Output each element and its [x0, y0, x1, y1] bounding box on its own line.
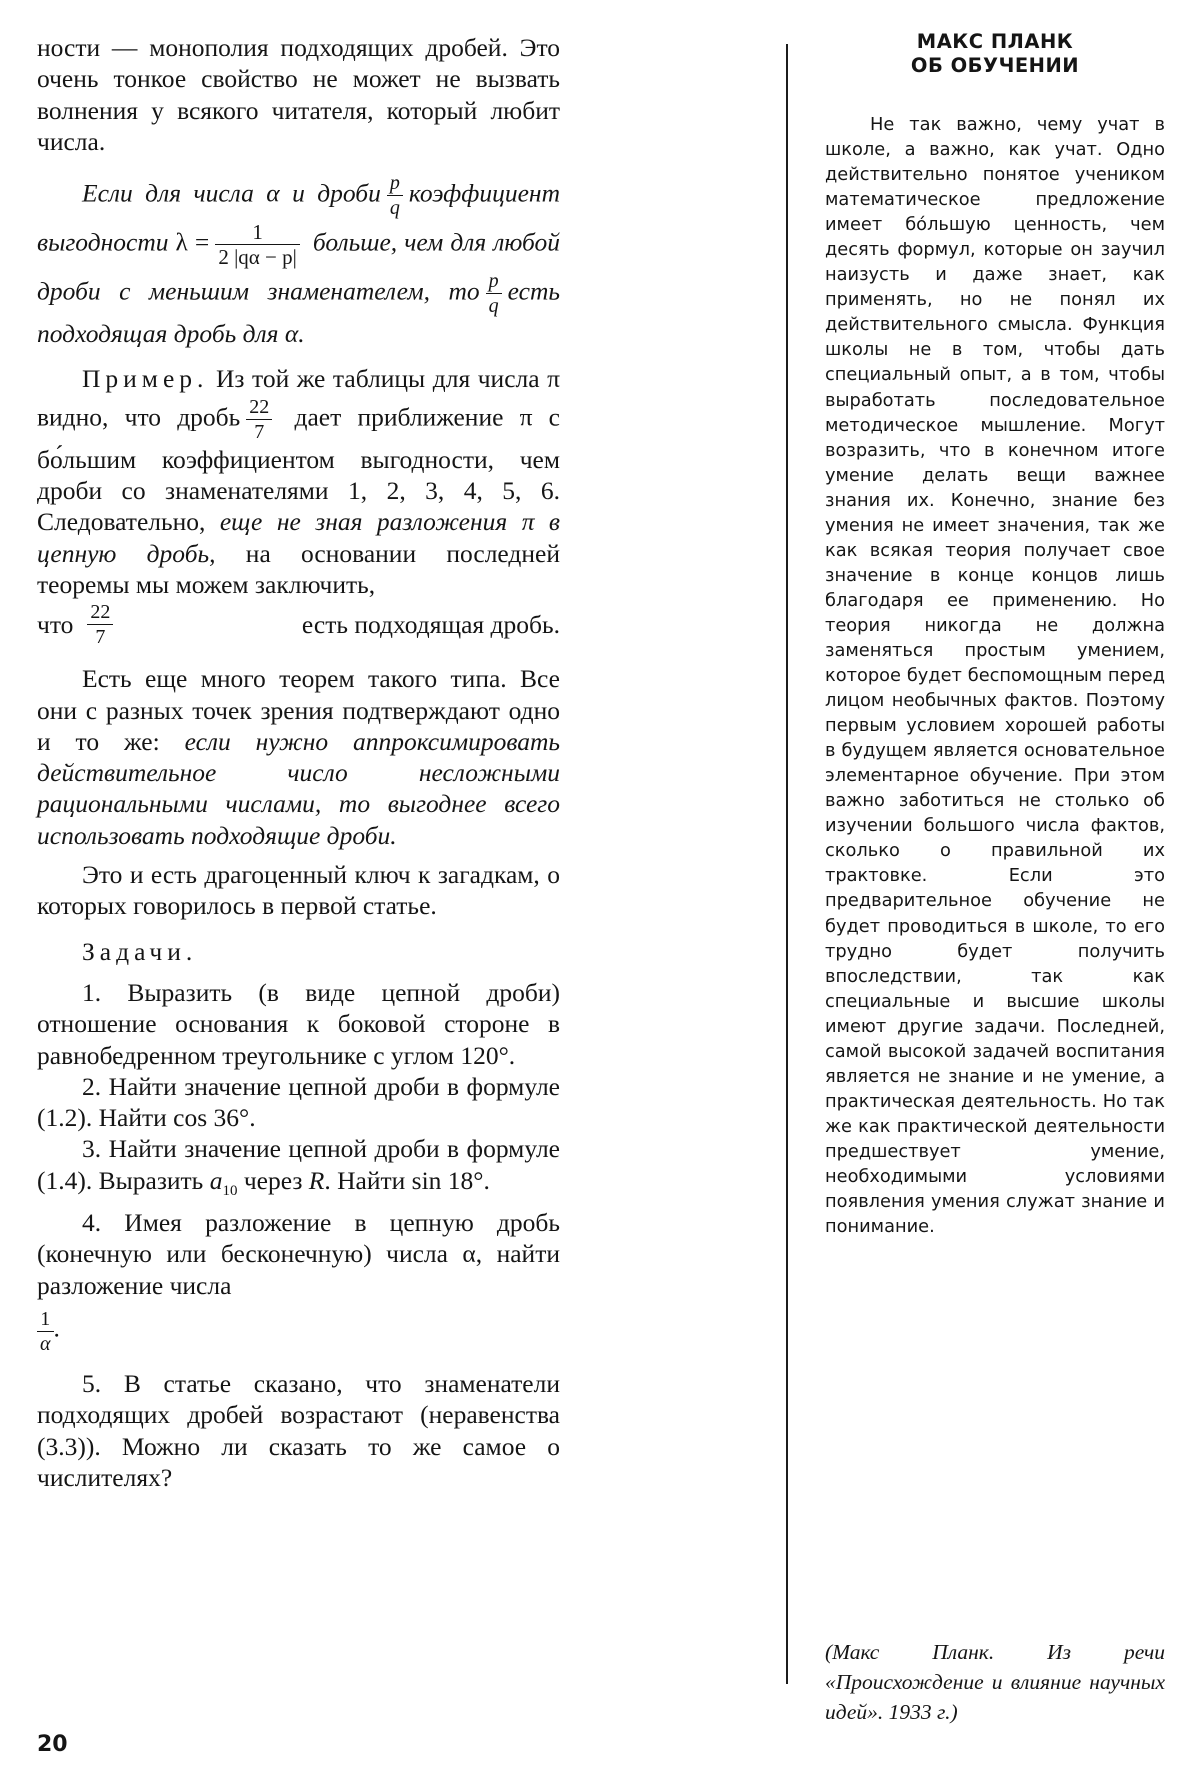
fraction-numerator: 1	[252, 220, 263, 245]
example-text-e1: что	[37, 610, 74, 640]
example-text-e2: есть подходящая дробь.	[301, 610, 560, 640]
theorem-part-a: Если для числа α и дроби	[82, 178, 381, 208]
fraction-numerator: 22	[90, 601, 111, 624]
quote-source: (Макс Планк. Из речи «Происхождение и влияние научных идей». 1933 г.)	[825, 1640, 1165, 1724]
theorems-text: Есть еще много теорем такого типа. Все они с разных точек зрения подтверждают одно и то же:	[37, 664, 560, 756]
paragraph-theorems	[37, 663, 560, 851]
tasks-label: Задачи.	[82, 936, 198, 966]
planck-quote: Не так важно, чему учат в школе, а важно, как учат. Одно действительно понятое учеником математическое предложение имеет бо́льшую ценность, чем десять формул, которые он заучил наизусть и даже знает, как применять, но не понял их действительного смысла. Функция школы не в том, чтобы дать специальный опыт, а в том, чтобы выработать последовательное методическое мышление. Могут возразить, что в конечном итоге умение делать вещи важнее знания их. Конечно, знание без умения не имеет значения, так же как всякая теория получает свое значение в конце концов лишь благодаря ее применению. Но теория никогда не должна заменяться простым умением, которое будет беспомощным перед лицом необычных фактов. Поэтому первым условием хорошей работы в будущем является основательное элементарное обучение. При этом важно заботиться не столько об изучении большого числа фактов, сколько о правильной их трактовке. Если это предварительное обучение не будет проводиться в школе, то его трудно будет получить впоследствии, так как специальные и высшие школы имеют другие задачи. Последней, самой высокой задачей воспитания является не знание и не умение, а практическая деятельность. Но так же как практической деятельности предшествует умение, необходимыми условиями появления умения служат знание и понимание.	[825, 114, 1165, 1238]
page-number: 20	[37, 1732, 68, 1757]
sidebar-heading-line-2: ОБ ОБУЧЕНИИ	[910, 54, 1080, 77]
example-text-c: еще не зная разложения π в цепную дробь,	[37, 507, 561, 568]
sidebar-heading	[825, 30, 1165, 78]
task-1: 1. Выразить (в виде цепной дроби) отношение основания к боковой стороне в равнобедренном треугольнике с углом 120°.	[37, 977, 560, 1070]
fraction-p-over-q	[387, 171, 403, 220]
theorem-part-b: коэффициент выгодности	[37, 178, 560, 257]
example-text-d: на основании последней теоремы мы можем заключить,	[37, 538, 560, 599]
example-paragraph	[37, 363, 560, 600]
fraction-denominator: α	[37, 1331, 54, 1356]
lambda-symbol: λ =	[175, 227, 210, 257]
fraction-1-over-alpha	[37, 1307, 54, 1356]
sidebar-heading-line-1: МАКС ПЛАНК	[916, 30, 1074, 53]
example-text-b: дает приближение π с бо́льшим коэффициентом выгодности, чем дроби со знаменателями 1, 2, 3, 4, 5, 6. Следовательно,	[37, 402, 560, 537]
fraction-22-over-7	[246, 395, 272, 444]
example-label: Пример.	[82, 364, 209, 394]
task-3	[37, 1133, 560, 1207]
fraction-denominator: 7	[246, 419, 272, 444]
task-2: 2. Найти значение цепной дроби в формуле (1.2). Найти cos 36°.	[37, 1071, 560, 1133]
example-text-a: Из той же таблицы для числа π видно, что дробь	[37, 364, 560, 432]
column-divider	[786, 44, 788, 1684]
paragraph-key: Это и есть драгоценный ключ к загадкам, о которых говорилось в первой статье.	[37, 860, 560, 921]
task-3-text-b: через	[243, 1165, 303, 1195]
fraction-p-over-q-2	[486, 269, 502, 318]
fraction-denominator: q	[387, 195, 403, 220]
fraction-denominator: q	[486, 293, 502, 318]
example-conclusion-line	[37, 600, 560, 649]
theorem-part-c: больше, чем для любой дроби с меньшим знаменателем, то	[37, 227, 561, 306]
fraction-denominator: 7	[87, 624, 113, 649]
task-5: 5. В статье сказано, что знаменатели подходящих дробей возрастают (неравенства (3.3)). Можно ли сказать то же самое о числителях?	[37, 1369, 560, 1492]
fraction-lambda	[215, 220, 300, 269]
task-3-subscript: 10	[222, 1182, 238, 1199]
task-3-text-c: . Найти sin 18°.	[324, 1165, 490, 1195]
theorem	[37, 171, 560, 349]
fraction-numerator: 22	[249, 395, 270, 418]
task-3-variable-a: a	[209, 1165, 223, 1195]
task-4: 4. Имея разложение в цепную дробь (конечную или бесконечную) числа α, найти разложение числа $\frac{1}{\alpha}$ .	[37, 1208, 560, 1355]
theorems-conclusion: если нужно аппроксимировать действительное число несложными рациональными числами, то выгоднее всего использовать подходящие дроби.	[37, 726, 561, 850]
example-conclusion-start	[37, 600, 119, 649]
task-3-variable-r: R	[308, 1165, 325, 1195]
main-text-column	[37, 32, 560, 1493]
task-4-text: 4. Имея разложение в цепную дробь (конечную или бесконечную) числа α, найти разложение числа	[37, 1208, 560, 1300]
fraction-numerator: p	[488, 270, 499, 293]
paragraph-intro: ности — монополия подходящих дробей. Это очень тонкое свойство не может не вызвать волнения у всякого читателя, который любит числа.	[37, 33, 560, 156]
sidebar-quote-column	[825, 30, 1165, 1239]
fraction-22-over-7-2	[87, 600, 113, 649]
theorem-part-d: есть подходящая дробь для α.	[37, 276, 560, 349]
fraction-numerator: 1	[40, 1308, 51, 1330]
fraction-denominator: 2 |qα − p|	[215, 244, 300, 269]
fraction-numerator: p	[389, 172, 400, 195]
task-3-text-a: 3. Найти значение цепной дроби в формуле (1.4). Выразить	[37, 1134, 560, 1195]
